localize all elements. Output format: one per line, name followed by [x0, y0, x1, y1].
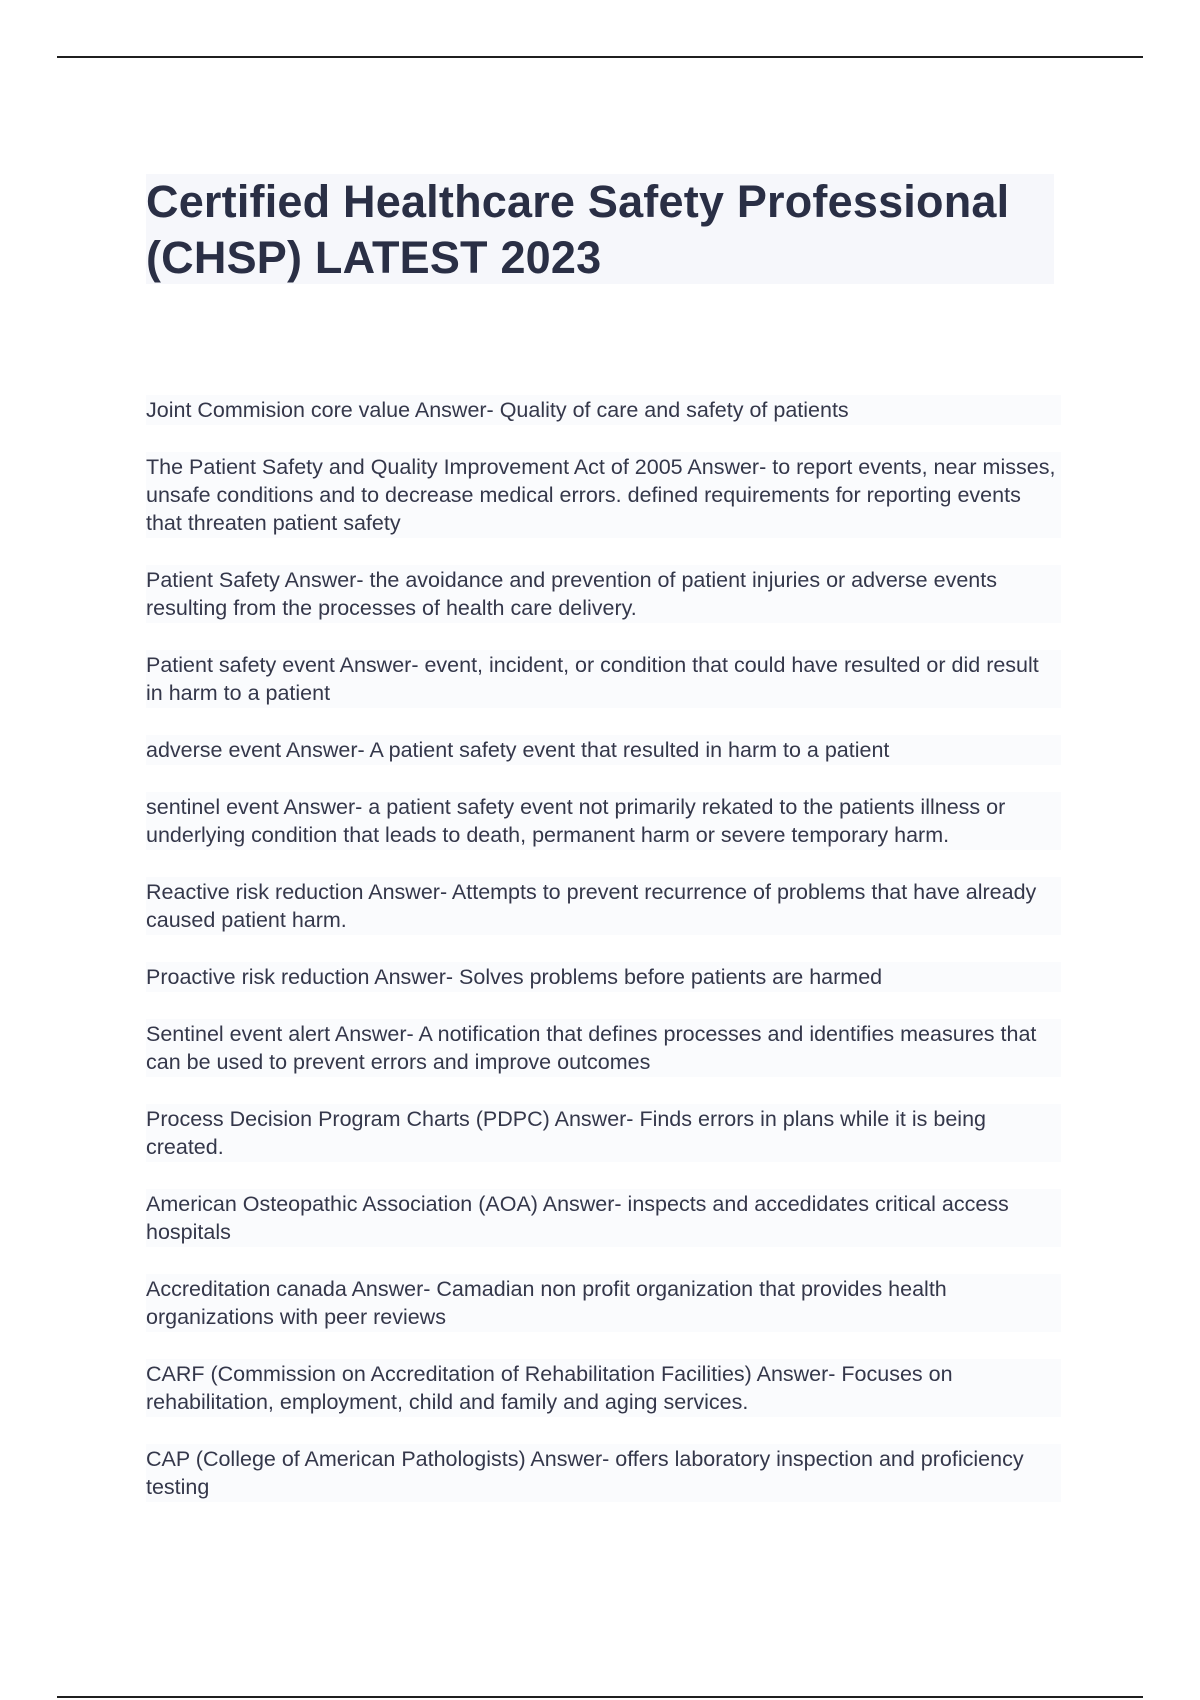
page-title: Certified Healthcare Safety Professional (CHSP) LATEST 2023: [146, 176, 1010, 283]
qa-item: Process Decision Program Charts (PDPC) Answer- Finds errors in plans while it is being created.: [146, 1104, 1061, 1162]
qa-item: adverse event Answer- A patient safety event that resulted in harm to a patient: [146, 735, 1061, 765]
qa-item: Reactive risk reduction Answer- Attempts to prevent recurrence of problems that have already caused patient harm.: [146, 877, 1061, 935]
qa-item: Proactive risk reduction Answer- Solves problems before patients are harmed: [146, 962, 1061, 992]
qa-item: Patient safety event Answer- event, incident, or condition that could have resulted or did result in harm to a patient: [146, 650, 1061, 708]
qa-item: The Patient Safety and Quality Improvement Act of 2005 Answer- to report events, near misses, unsafe conditions and to decrease medical errors. defined requirements for reporting events that threaten patient safety: [146, 452, 1061, 538]
qa-item: sentinel event Answer- a patient safety event not primarily rekated to the patients illness or underlying condition that leads to death, permanent harm or severe temporary harm.: [146, 792, 1061, 850]
qa-item: Joint Commision core value Answer- Quality of care and safety of patients: [146, 395, 1061, 425]
title-block: [146, 174, 1054, 284]
qa-item: Sentinel event alert Answer- A notification that defines processes and identifies measures that can be used to prevent errors and improve outcomes: [146, 1019, 1061, 1077]
qa-item: CAP (College of American Pathologists) Answer- offers laboratory inspection and proficiency testing: [146, 1444, 1061, 1502]
qa-item: CARF (Commission on Accreditation of Rehabilitation Facilities) Answer- Focuses on rehabilitation, employment, child and family and aging services.: [146, 1359, 1061, 1417]
qa-list: [146, 395, 1061, 1529]
qa-item: Accreditation canada Answer- Camadian non profit organization that provides health organizations with peer reviews: [146, 1274, 1061, 1332]
qa-item: American Osteopathic Association (AOA) Answer- inspects and accedidates critical access hospitals: [146, 1189, 1061, 1247]
qa-item: Patient Safety Answer- the avoidance and prevention of patient injuries or adverse events resulting from the processes of health care delivery.: [146, 565, 1061, 623]
bottom-rule: [57, 1696, 1143, 1698]
top-rule: [57, 56, 1143, 58]
